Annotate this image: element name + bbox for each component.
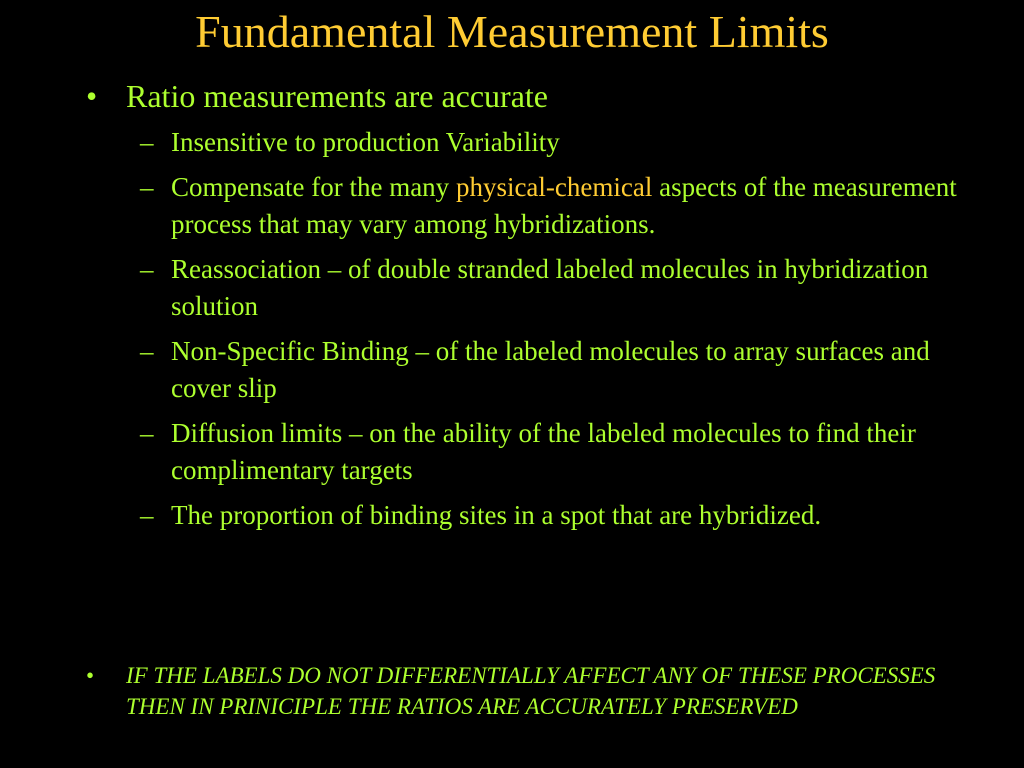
dash-marker: – <box>140 172 154 202</box>
sub-bullet-item <box>140 415 960 489</box>
sub-bullet-text: Diffusion limits – on the ability of the labeled molecules to find their complimentary targets <box>171 418 916 485</box>
slide-title: Fundamental Measurement Limits <box>195 6 829 57</box>
conclusion-note <box>86 660 936 722</box>
sub-bullet-item <box>140 333 960 407</box>
bullet-marker: • <box>86 78 98 114</box>
main-bullet-text: Ratio measurements are accurate <box>126 78 548 114</box>
sub-bullet-text: Insensitive to production Variability <box>171 127 560 157</box>
sub-bullet-text-after: aspects of the measurement process that may vary among hybridizations. <box>171 172 957 239</box>
sub-bullet-text: Non-Specific Binding – of the labeled molecules to array surfaces and cover slip <box>171 336 930 403</box>
bullet-marker: • <box>86 663 95 688</box>
sub-bullet-list <box>140 124 960 542</box>
sub-bullet-item <box>140 251 960 325</box>
sub-bullet-item <box>140 124 960 161</box>
sub-bullet-text-before: Compensate for the many <box>171 172 456 202</box>
dash-marker: – <box>140 254 154 284</box>
conclusion-text: IF THE LABELS DO NOT DIFFERENTIALLY AFFECT ANY OF THESE PROCESSES THEN IN PRINICIPLE THE RATIOS ARE ACCURATELY PRESERVED <box>126 663 936 719</box>
dash-marker: – <box>140 500 154 530</box>
sub-bullet-item <box>140 497 960 534</box>
dash-marker: – <box>140 418 154 448</box>
sub-bullet-text: The proportion of binding sites in a spot that are hybridized. <box>171 500 822 530</box>
sub-bullet-text: Reassociation – of double stranded labeled molecules in hybridization solution <box>171 254 929 321</box>
dash-marker: – <box>140 336 154 366</box>
sub-bullet-item <box>140 169 960 243</box>
dash-marker: – <box>140 127 154 157</box>
highlighted-term: physical-chemical <box>455 172 653 202</box>
